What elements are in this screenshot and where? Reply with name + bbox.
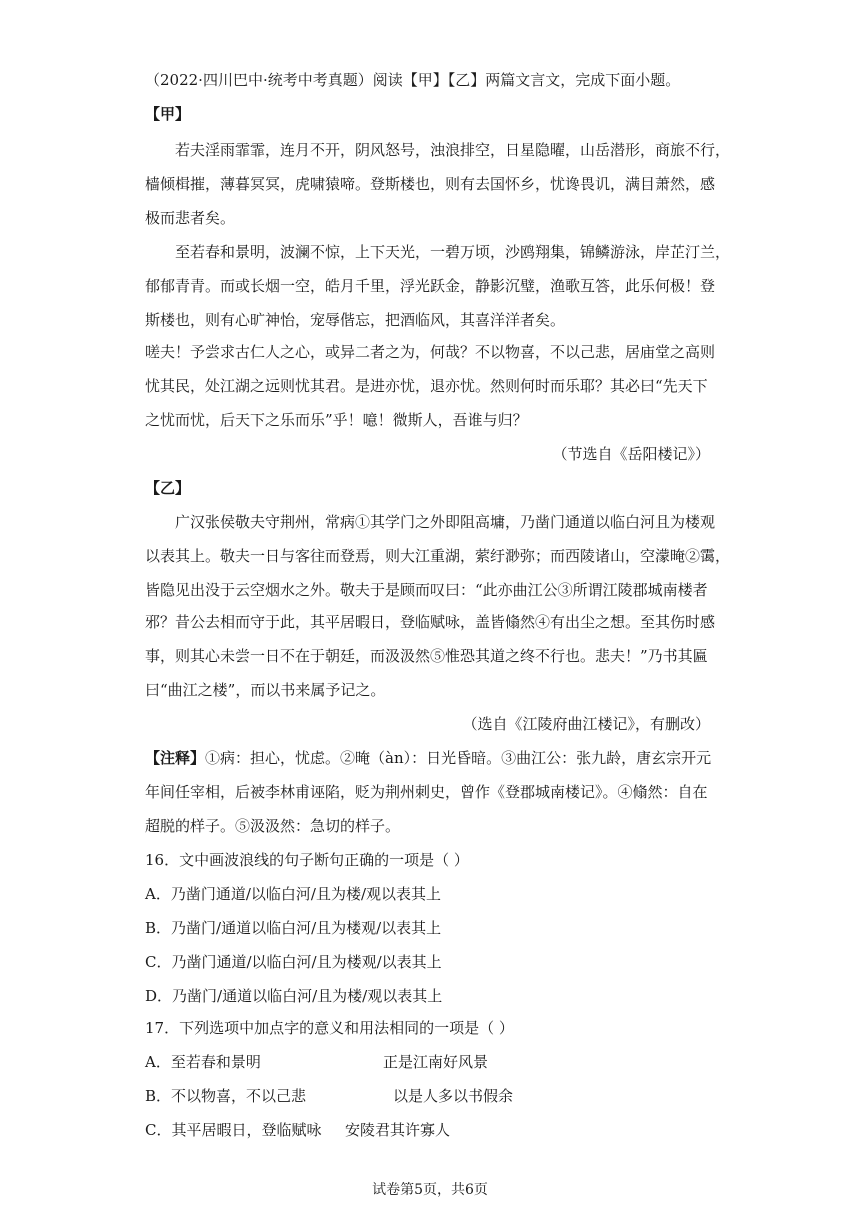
yi-line: 以表其上。敬夫一日与客往而登焉，则大江重湖，萦纡渺弥；而西陵诸山，空濛晻②霭，: [145, 547, 731, 565]
yi-line: 皆隐见出没于云空烟水之外。敬夫于是顾而叹曰：“此亦曲江公③所谓江陵郡城南楼者: [145, 581, 708, 599]
q16-option-a: A．乃凿门通道/以临白河/且为楼/观以表其上: [145, 885, 441, 903]
q17-option-b-right: 以是人多以书假余: [393, 1087, 514, 1105]
jia-line: 极而悲者矣。: [145, 209, 236, 227]
question-intro: （2022·四川巴中·统考中考真题）阅读【甲】【乙】两篇文言文，完成下面小题。: [145, 71, 681, 89]
notes-line: 超脱的样子。⑤汲汲然：急切的样子。: [145, 817, 401, 835]
q16-option-c: C．乃凿门通道/以临白河/且为楼观/以表其上: [145, 953, 442, 971]
q17-stem: 17．下列选项中加点字的意义和用法相同的一项是（ ）: [145, 1019, 514, 1037]
jia-line: 至若春和景明，波澜不惊，上下天光，一碧万顷，沙鸥翔集，锦鳞游泳，岸芷汀兰，: [175, 243, 731, 261]
jia-label: 【甲】: [145, 105, 191, 123]
q17-option-a-left: A．至若春和景明: [145, 1053, 261, 1071]
jia-line: 嗟夫！予尝求古仁人之心，或异二者之为，何哉？不以物喜，不以己悲，居庙堂之高则: [145, 343, 716, 361]
yi-line: 广汉张侯敬夫守荆州，常病①其学门之外即阻高墉，乃凿门通道以临白河且为楼观: [175, 513, 716, 531]
jia-line: 之忧而忧，后天下之乐而乐”乎！噫！微斯人，吾谁与归？: [145, 411, 528, 429]
jia-line: 忧其民，处江湖之远则忧其君。是进亦忧，退亦忧。然则何时而乐耶？其必曰“先天下: [145, 377, 708, 395]
page-footer: 试卷第5页，共6页: [372, 1182, 488, 1198]
yi-line: 事，则其心未尝一日不在于朝廷，而汲汲然⑤惟恐其道之终不行也。悲夫！”乃书其匾: [145, 647, 708, 665]
q17-option-b-left: B．不以物喜，不以己悲: [145, 1087, 307, 1105]
yi-line: 邪？昔公去相而守于此，其平居暇日，登临赋咏，盖皆翛然④有出尘之想。至其伤时感: [145, 613, 716, 631]
q16-option-b: B．乃凿门/通道以临白河/且为楼观/以表其上: [145, 919, 442, 937]
jia-line: 若夫淫雨霏霏，连月不开，阴风怒号，浊浪排空，日星隐曜，山岳潜形，商旅不行，: [175, 141, 731, 159]
notes-line: 年间任宰相，后被李林甫诬陷，贬为荆州刺史，曾作《登郡城南楼记》。④翛然：自在: [145, 783, 708, 801]
notes-text: ①病：担心，忧虑。②晻（àn）：日光昏暗。③曲江公：张九龄，唐玄宗开元: [205, 749, 712, 767]
yi-label: 【乙】: [145, 479, 191, 497]
jia-source: （节选自《岳阳楼记》）: [552, 445, 710, 463]
jia-line: 斯楼也，则有心旷神怡，宠辱偕忘，把酒临风，其喜洋洋者矣。: [145, 311, 566, 329]
q16-stem: 16．文中画波浪线的句子断句正确的一项是（ ）: [145, 851, 469, 869]
notes-line: [145, 748, 725, 768]
q17-option-c-right: 安陵君其许寡人: [345, 1121, 451, 1139]
jia-line: 樯倾楫摧，薄暮冥冥，虎啸猿啼。登斯楼也，则有去国怀乡，忧谗畏讥，满目萧然，感: [145, 175, 716, 193]
q17-option-a-right: 正是江南好风景: [383, 1053, 489, 1071]
notes-label: 【注释】: [145, 749, 206, 767]
yi-source: （选自《江陵府曲江楼记》，有删改）: [462, 715, 710, 733]
jia-line: 郁郁青青。而或长烟一空，皓月千里，浮光跃金，静影沉璧，渔歌互答，此乐何极！登: [145, 277, 716, 295]
q17-option-c-left: C．其平居暇日，登临赋咏: [145, 1121, 322, 1139]
q16-option-d: D．乃凿门/通道以临白河/且为楼/观以表其上: [145, 987, 443, 1005]
yi-line: 曰“曲江之楼”，而以书来属予记之。: [145, 681, 386, 699]
